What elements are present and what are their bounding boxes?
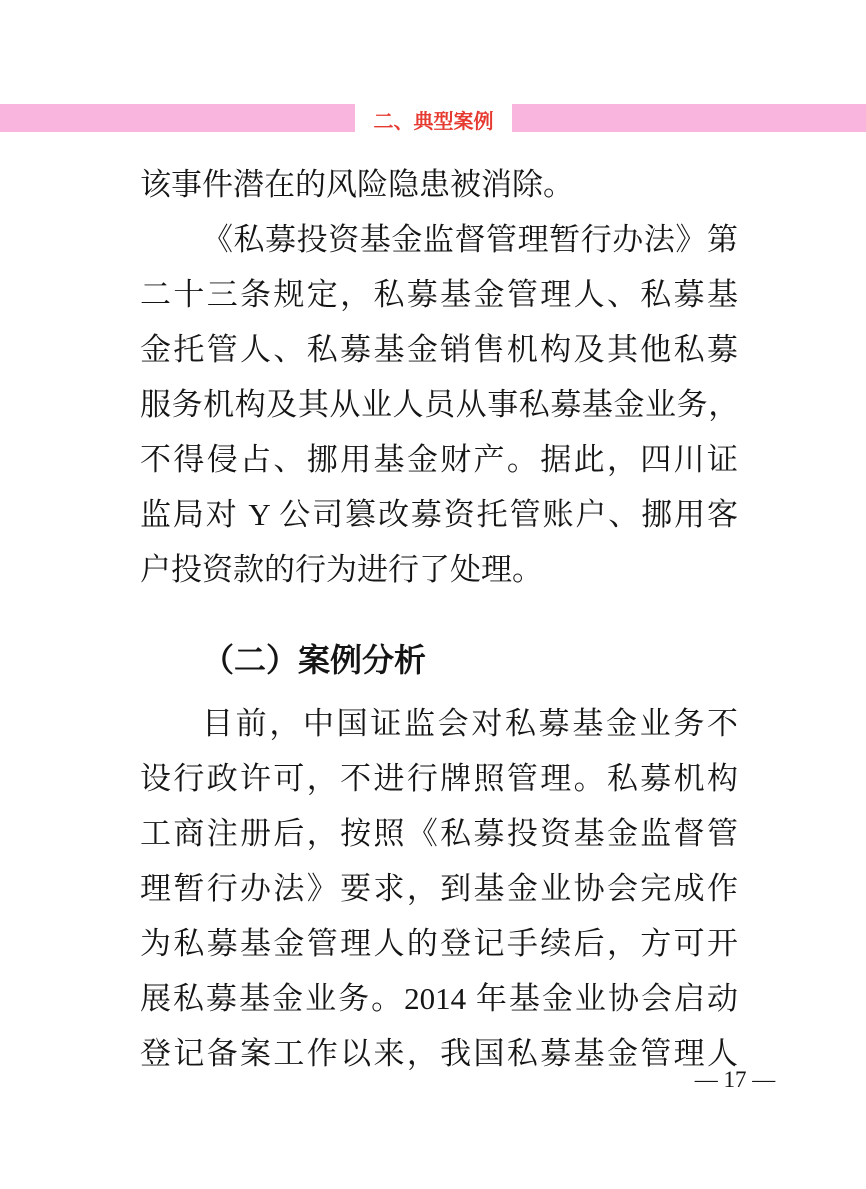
text-line: 监局对 Y 公司篡改募资托管账户、挪用客 [140, 497, 738, 532]
text-line: 金托管人、私募基金销售机构及其他私募 [140, 332, 738, 367]
running-head-title: 二、典型案例 [373, 110, 494, 133]
text-line: 工商注册后，按照《私募投资基金监督管 [140, 816, 738, 851]
running-head-notch [355, 97, 512, 141]
text-line: 理暂行办法》要求，到基金业协会完成作 [140, 871, 738, 906]
text-line: 目前，中国证监会对私募基金业务不 [202, 706, 738, 741]
page-number: — 17 — [694, 1067, 776, 1092]
text-line: 设行政许可，不进行牌照管理。私募机构 [140, 761, 738, 796]
text-line: 登记备案工作以来，我国私募基金管理人 [140, 1036, 738, 1071]
text-line: 《私募投资基金监督管理暂行办法》第 [202, 222, 738, 257]
body-text [140, 157, 738, 1081]
text-line: 户投资款的行为进行了处理。 [140, 552, 543, 587]
text-line: 不得侵占、挪用基金财产。据此，四川证 [140, 442, 738, 477]
text-line: 该事件潜在的风险隐患被消除。 [140, 167, 574, 202]
text-line: 展私募基金业务。2014 年基金业协会启动 [140, 981, 738, 1016]
text-line: 二十三条规定，私募基金管理人、私募基 [140, 277, 738, 312]
text-line: 服务机构及其从业人员从事私募基金业务， [140, 387, 738, 422]
section-heading: （二）案例分析 [202, 642, 427, 678]
text-line: 为私募基金管理人的登记手续后，方可开 [140, 926, 738, 961]
